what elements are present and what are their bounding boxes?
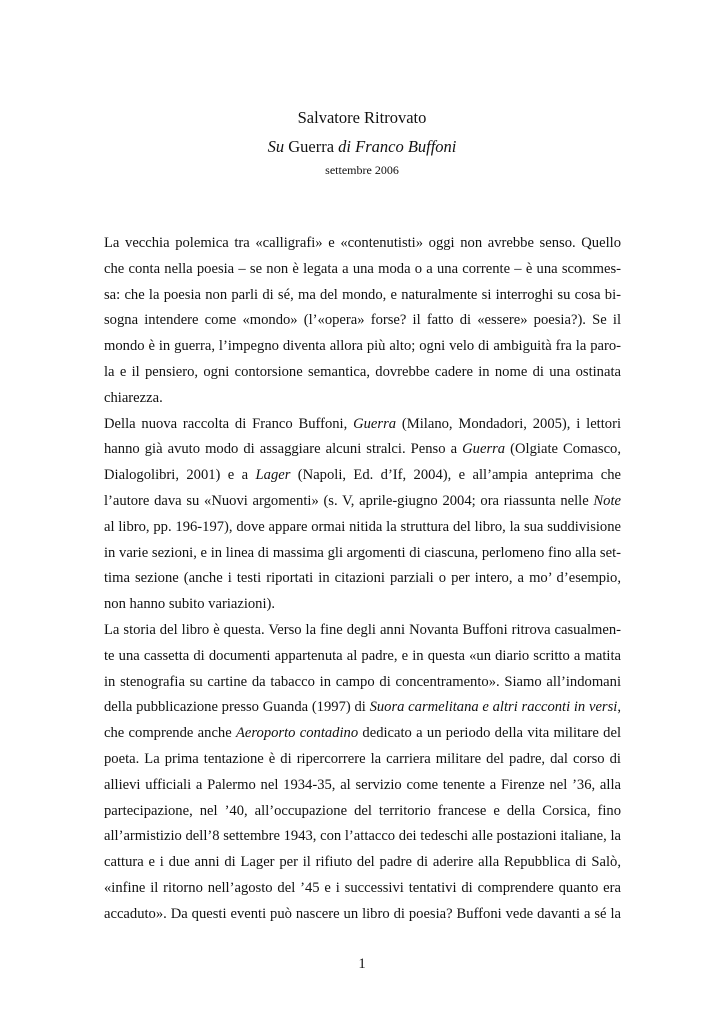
text-run: della pubblicazione presso Guanda (1997) di xyxy=(104,699,370,716)
text-line xyxy=(104,412,621,438)
text-line xyxy=(104,489,621,515)
text-line xyxy=(104,257,621,283)
text-line xyxy=(104,721,621,747)
text-run: (Olgiate Comasco, xyxy=(505,441,621,458)
italic-text: Guerra xyxy=(353,415,397,432)
italic-text: Lager xyxy=(255,467,291,484)
text-run: partecipazione, nel ’40, all’occupazione del territorio francese e della Corsica, fino xyxy=(104,802,621,819)
text-line xyxy=(104,670,621,696)
italic-text: Suora carmelitana e altri racconti in versi xyxy=(369,699,618,716)
text-line xyxy=(104,515,621,541)
text-run: poeta. La prima tentazione è di ripercorrere la carriera militare del padre, dal corso di xyxy=(104,750,621,767)
paragraph xyxy=(104,412,621,618)
title-author: di Franco Buffoni xyxy=(338,137,457,156)
text-run: La vecchia polemica tra «calligrafi» e «contenutisti» oggi non avrebbe senso. Quello xyxy=(104,235,621,251)
text-run: , xyxy=(617,699,621,716)
text-line xyxy=(104,360,621,386)
text-run: te una cassetta di documenti appartenuta al padre, e in questa «un diario scritto a matita xyxy=(104,647,621,664)
text-line xyxy=(104,876,621,902)
text-line xyxy=(104,437,621,463)
paragraph xyxy=(104,231,621,412)
author-name: Salvatore Ritrovato xyxy=(297,108,427,127)
text-run: (Milano, Mondadori, 2005), i lettori xyxy=(396,415,621,432)
text-run: cattura e i due anni di Lager per il rifiuto del padre di aderire alla Repubblica di Salò, xyxy=(104,854,621,871)
text-run: chiarezza. xyxy=(104,389,163,406)
text-line xyxy=(104,308,621,334)
text-line xyxy=(104,824,621,850)
text-line xyxy=(104,695,621,721)
text-run: al libro, pp. 196-197), dove appare ormai nitida la struttura del libro, la sua suddivisione xyxy=(104,518,621,535)
text-run: tima sezione (anche i testi riportati in citazioni parziali o per intero, a mo’ d’esempio, xyxy=(104,570,621,587)
text-line xyxy=(104,747,621,773)
page-number: 1 xyxy=(358,956,366,972)
text-run: mondo è in guerra, l’impegno diventa allora più alto; ogni velo di ambiguità fra la paro- xyxy=(104,338,621,355)
text-run: Dialogolibri, 2001) e a xyxy=(104,467,256,484)
text-run: Della nuova raccolta di Franco Buffoni, xyxy=(104,415,354,432)
text-run: (Napoli, Ed. d’If, 2004), e all’ampia anteprima che xyxy=(290,467,621,484)
text-line xyxy=(104,566,621,592)
italic-text: Aeroporto contadino xyxy=(236,725,359,742)
text-run: sogna intendere come «mondo» (l’«opera» forse? il fatto di «essere» poesia?). Se il xyxy=(104,312,621,329)
text-line xyxy=(104,902,621,928)
text-run: hanno già avuto modo di assaggiare alcuni stralci. Penso a xyxy=(104,441,463,458)
text-run: allievi ufficiali a Palermo nel 1934-35, al servizio come tenente a Firenze nel ’36, alla xyxy=(104,776,621,793)
text-line xyxy=(104,799,621,825)
text-line xyxy=(104,541,621,567)
text-run: l’autore dava su «Nuovi argomenti» (s. V, aprile-giugno 2004; ora riassunta nelle xyxy=(104,492,594,509)
text-line xyxy=(104,618,621,644)
italic-text: Note xyxy=(593,492,621,509)
text-run: che conta nella poesia – se non è legata a una moda o a una corrente – è una scommes- xyxy=(104,260,621,277)
text-run: non hanno subito variazioni). xyxy=(104,596,276,613)
text-run: «infine il ritorno nell’agosto del ’45 e i successivi tentativi di comprendere quanto era xyxy=(104,879,621,896)
text-run: che comprende anche xyxy=(104,725,236,742)
text-line xyxy=(104,231,621,257)
document-title xyxy=(0,137,724,157)
paragraph xyxy=(104,618,621,928)
text-line xyxy=(104,850,621,876)
text-line xyxy=(104,644,621,670)
text-run: dedicato a un periodo della vita militare del xyxy=(358,725,622,742)
document-date: settembre 2006 xyxy=(325,163,399,177)
text-line xyxy=(104,334,621,360)
text-run: accaduto». Da questi eventi può nascere un libro di poesia? Buffoni vede davanti a sé la xyxy=(104,905,621,922)
text-run: La storia del libro è questa. Verso la fine degli anni Novanta Buffoni ritrova casualmen- xyxy=(104,621,621,638)
text-line xyxy=(104,773,621,799)
title-prefix: Su xyxy=(267,137,285,156)
text-line xyxy=(104,283,621,309)
text-run: in stenografia su cartine da tabacco in campo di concentramento». Siamo all’indomani xyxy=(104,673,621,690)
text-run: in varie sezioni, e in linea di massima gli argomenti di ciascuna, perlomeno fino alla set- xyxy=(104,544,621,561)
text-run: la e il pensiero, ogni contorsione semantica, dovrebbe cadere in nome di una ostinata xyxy=(104,363,621,380)
text-line xyxy=(104,463,621,489)
text-run: sa: che la poesia non parli di sé, ma del mondo, e naturalmente si interroghi su cosa bi- xyxy=(104,286,621,303)
title-work: Guerra xyxy=(284,137,339,156)
text-run: all’armistizio dell’8 settembre 1943, con l’attacco dei tedeschi alle postazioni italiane, la xyxy=(104,828,621,845)
body-text xyxy=(104,231,621,928)
text-line xyxy=(104,386,621,412)
text-line xyxy=(104,592,621,618)
italic-text: Guerra xyxy=(462,441,506,458)
